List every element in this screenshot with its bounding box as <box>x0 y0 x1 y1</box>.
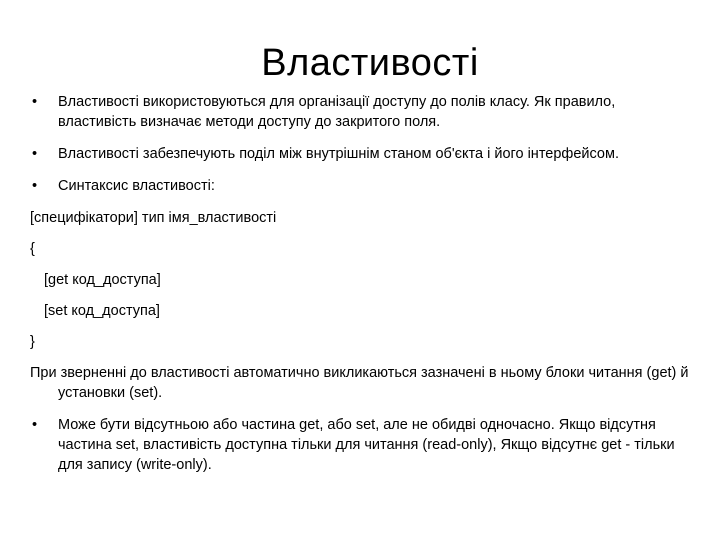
bullet-dot-icon: • <box>32 417 38 433</box>
syntax-close-brace: } <box>30 334 35 350</box>
para-prefix: При зверненні до властивості автоматично викликаються зазначені в ньому блоки читання ( <box>30 365 652 381</box>
para-mid: ) й установки ( <box>58 365 689 401</box>
bullet-text: Синтаксис властивості: <box>58 178 215 194</box>
para-get: get <box>651 365 672 381</box>
syntax-block <box>30 208 690 352</box>
bullet-item <box>30 415 690 475</box>
slide-content <box>30 92 690 487</box>
bullet-text: Може бути відсутньою або частина get, або set, але не обидві одночасно. Якщо відсутня частина set, властивість доступна тільки для читання (read-only), Якщо відсутнє get - тільки для запису (write-only). <box>58 417 675 473</box>
syntax-set-line: [set код_доступа] <box>44 303 160 319</box>
access-paragraph <box>30 363 690 403</box>
bullet-item <box>30 144 690 164</box>
para-set: set <box>133 385 154 401</box>
bullet-dot-icon: • <box>32 146 38 162</box>
syntax-open-brace: { <box>30 241 35 257</box>
bullet-dot-icon: • <box>32 94 38 110</box>
bullet-item <box>30 92 690 132</box>
bullet-dot-icon: • <box>32 178 38 194</box>
syntax-declaration: [специфікатори] тип імя_властивості <box>30 210 277 226</box>
bullet-text: Властивості забезпечують поділ між внутрішнім станом об'єкта і його інтерфейсом. <box>58 146 619 162</box>
bullet-item <box>30 176 690 196</box>
bullet-text: Властивості використовуються для організації доступу до полів класу. Як правило, властивість визначає методи доступу до закритого поля. <box>58 94 616 130</box>
para-suffix: ). <box>153 385 163 401</box>
slide-title-text: Властивості <box>261 42 479 84</box>
slide-title <box>0 42 720 85</box>
syntax-get-line: [get код_доступа] <box>44 272 161 288</box>
